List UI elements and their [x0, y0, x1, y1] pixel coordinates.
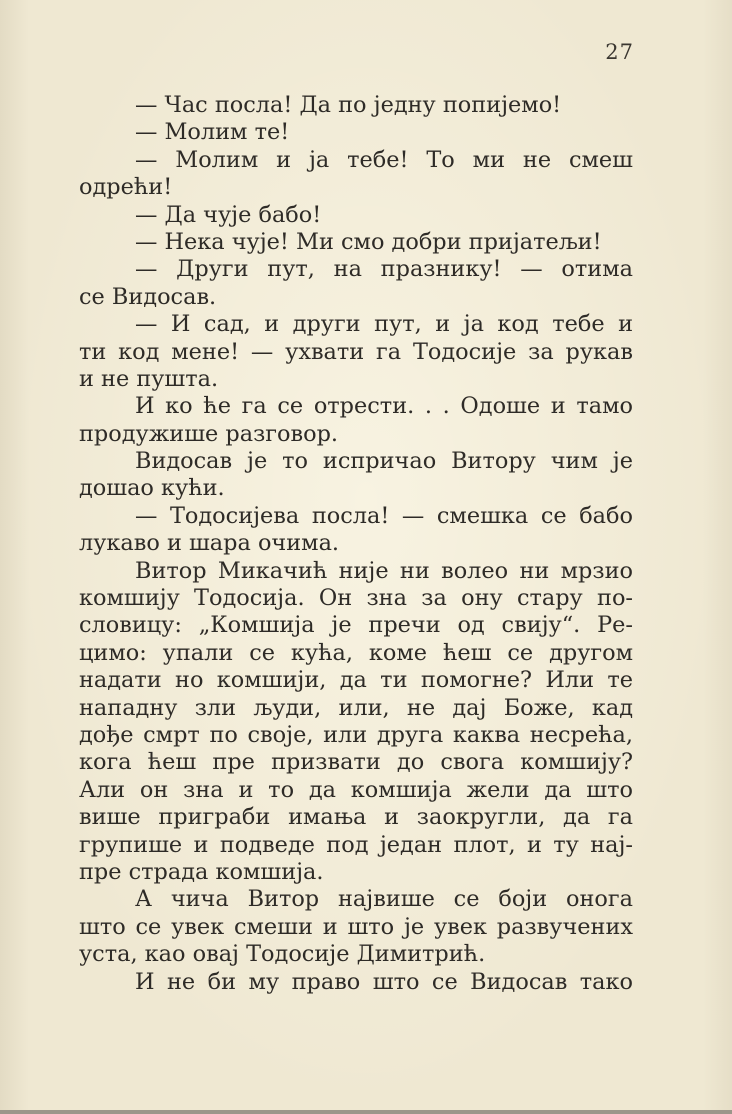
text-line: цимо: упали се кућа, коме ћеш се другом: [79, 639, 633, 666]
text-line: уста, као овај Тодосије Димитрић.: [79, 941, 486, 968]
text-line: нападну зли људи, или, не дај Боже, кад: [79, 694, 633, 721]
text-line: кога ћеш пре призвати до свога комшију?: [79, 749, 633, 776]
text-line: комшију Тодосија. Он зна за ону стару по-: [79, 585, 633, 612]
text-line: се Видосав.: [79, 283, 217, 310]
text-line: — Молим те!: [135, 119, 290, 146]
text-line: и не пушта.: [79, 365, 219, 392]
text-line: — Молим и ја тебе! То ми не смеш: [135, 146, 633, 173]
text-line: — Други пут, на празнику! — отима: [135, 256, 633, 283]
text-line: словицу: „Комшија је пречи од свију“. Ре-: [79, 612, 633, 639]
text-line: дође смрт по своје, или друга каква несрећа,: [79, 721, 633, 748]
text-line: — Да чује бaбо!: [135, 201, 322, 228]
text-line: И не би му право што се Видосав тако: [135, 968, 633, 995]
page-number: 27: [605, 40, 634, 64]
text-line: дошао кући.: [79, 475, 225, 502]
text-line: ти код мене! — ухвати га Тодосије за рукав: [79, 338, 633, 365]
text-line: надати но комшији, да ти помогне? Или те: [79, 667, 633, 694]
text-line: Видосав је то испричао Витору чим је: [135, 448, 633, 475]
text-line: А чича Витор највише се боји онога: [135, 886, 633, 913]
text-line: продужише разговор.: [79, 420, 339, 447]
text-line: пре страда комшија.: [79, 858, 324, 885]
text-line: групише и подведе под један плот, и ту нај-: [79, 831, 633, 858]
text-line: Али он зна и то да комшија жели да што: [79, 776, 633, 803]
text-line: — Час посла! Да по једну попијемо!: [135, 92, 562, 118]
text-line: лукаво и шара очима.: [79, 530, 340, 557]
body-text: [79, 92, 633, 996]
scan-bottom-edge: [0, 1110, 732, 1114]
text-line: што се увек смеши и што је увек развучених: [79, 913, 633, 940]
text-line: — Тодосијева посла! — смешка се бабо: [135, 502, 633, 529]
text-line: — Нека чује! Ми смо добри пријатељи!: [135, 228, 602, 255]
text-line: — И сад, и други пут, и ја код тебе и: [135, 311, 633, 338]
text-line: И ко ће га се отрести. . . Одоше и тамо: [135, 393, 633, 420]
text-line: одрећи!: [79, 174, 173, 201]
text-line: више приграби имања и заокругли, да га: [79, 804, 633, 831]
text-line: Витор Микачић није ни волео ни мрзио: [135, 557, 633, 584]
